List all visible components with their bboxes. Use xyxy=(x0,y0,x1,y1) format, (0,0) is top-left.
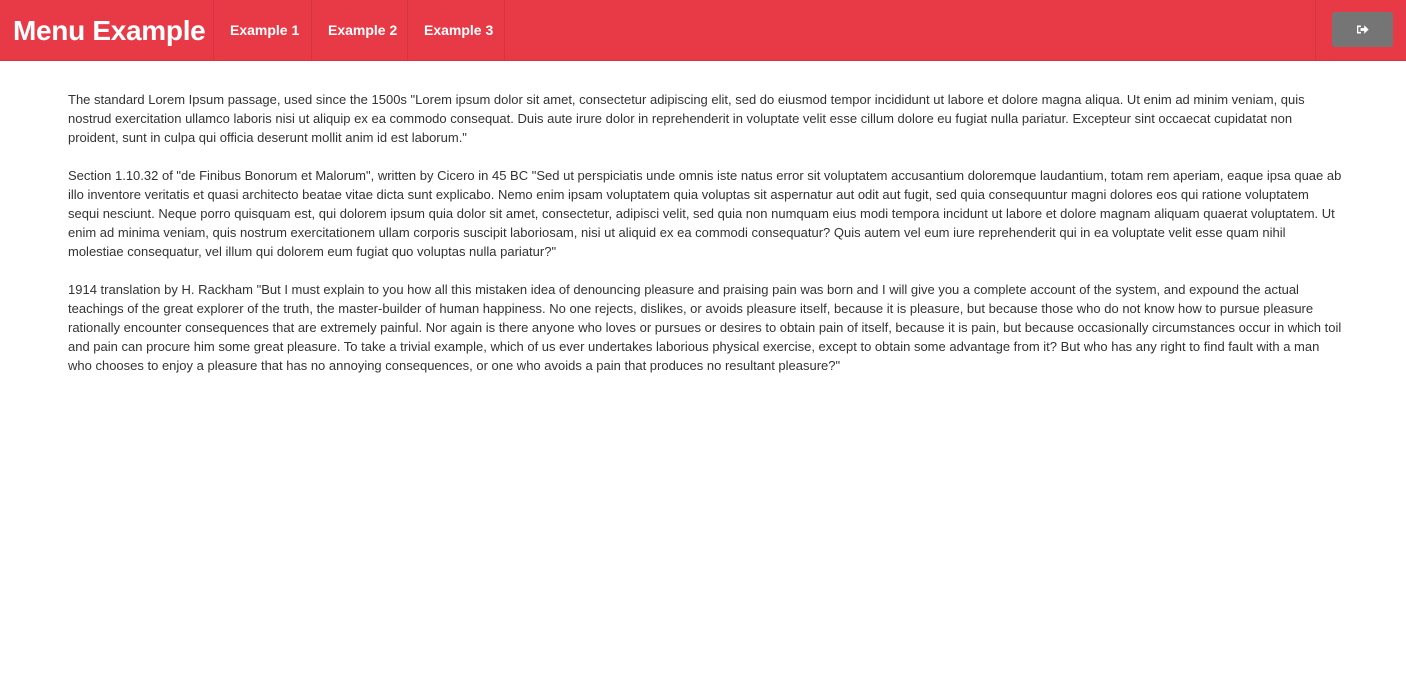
brand-title[interactable]: Menu Example xyxy=(0,0,214,61)
paragraph-lorem-ipsum: The standard Lorem Ipsum passage, used since the 1500s "Lorem ipsum dolor sit amet, consectetur adipiscing elit, sed do eiusmod tempor incididunt ut labore et dolore magna aliqua. Ut enim ad minim veniam, quis nostrud exercitation ullamco laboris nisi ut aliquip ex ea commodo consequat. Duis aute irure dolor in reprehenderit in voluptate velit esse cillum dolore eu fugiat nulla pariatur. Excepteur sint occaecat cupidatat non proident, sunt in culpa qui officia deserunt mollit anim id est laborum." xyxy=(68,92,1305,145)
paragraph-rackham-translation: 1914 translation by H. Rackham "But I must explain to you how all this mistaken idea of denouncing pleasure and praising pain was born and I will give you a complete account of the system, and expound the actual teachings of the great explorer of the truth, the master-builder of human happiness. No one rejects, dislikes, or avoids pleasure itself, because it is pleasure, but because those who do not know how to pursue pleasure rationally encounter consequences that are extremely painful. Nor again is there anyone who loves or pursues or desires to obtain pain of itself, because it is pain, but because occasionally circumstances occur in which toil and pain can procure him some great pleasure. To take a trivial example, which of us ever undertakes laborious physical exercise, except to obtain some advantage from it? But who has any right to find fault with a man who chooses to enjoy a pleasure that has no annoying consequences, or one who avoids a pain that produces no resultant pleasure?" xyxy=(68,282,1342,373)
nav-item-example-2[interactable]: Example 2 xyxy=(312,0,408,60)
paragraph-section-1-10-32: Section 1.10.32 of "de Finibus Bonorum et Malorum", written by Cicero in 45 BC "Sed ut perspiciatis unde omnis iste natus error sit voluptatem accusantium doloremque laudantium, totam rem aperiam, eaque ipsa quae ab illo inventore veritatis et quasi architecto beatae vitae dicta sunt explicabo. Nemo enim ipsam voluptatem quia voluptas sit aspernatur aut odit aut fugit, sed quia consequuntur magni dolores eos qui ratione voluptatem sequi nesciunt. Neque porro quisquam est, qui dolorem ipsum quia dolor sit amet, consectetur, adipisci velit, sed quia non numquam eius modi tempora incidunt ut labore et dolore magnam aliquam quaerat voluptatem. Ut enim ad minima veniam, quis nostrum exercitationem ullam corporis suscipit laboriosam, nisi ut aliquid ex ea commodi consequatur? Quis autem vel eum iure reprehenderit qui in ea voluptate velit esse quam nihil molestiae consequatur, vel illum qui dolorem eum fugiat quo voluptas nulla pariatur?" xyxy=(68,168,1342,259)
nav-item-example-1[interactable]: Example 1 xyxy=(214,0,312,60)
main-content xyxy=(68,90,1343,394)
top-navbar xyxy=(0,0,1406,61)
nav-item-example-3[interactable]: Example 3 xyxy=(408,0,505,60)
logout-button[interactable] xyxy=(1332,12,1393,47)
nav-menu xyxy=(214,0,505,61)
navbar-right-area xyxy=(1315,0,1406,60)
sign-out-icon xyxy=(1356,24,1369,35)
